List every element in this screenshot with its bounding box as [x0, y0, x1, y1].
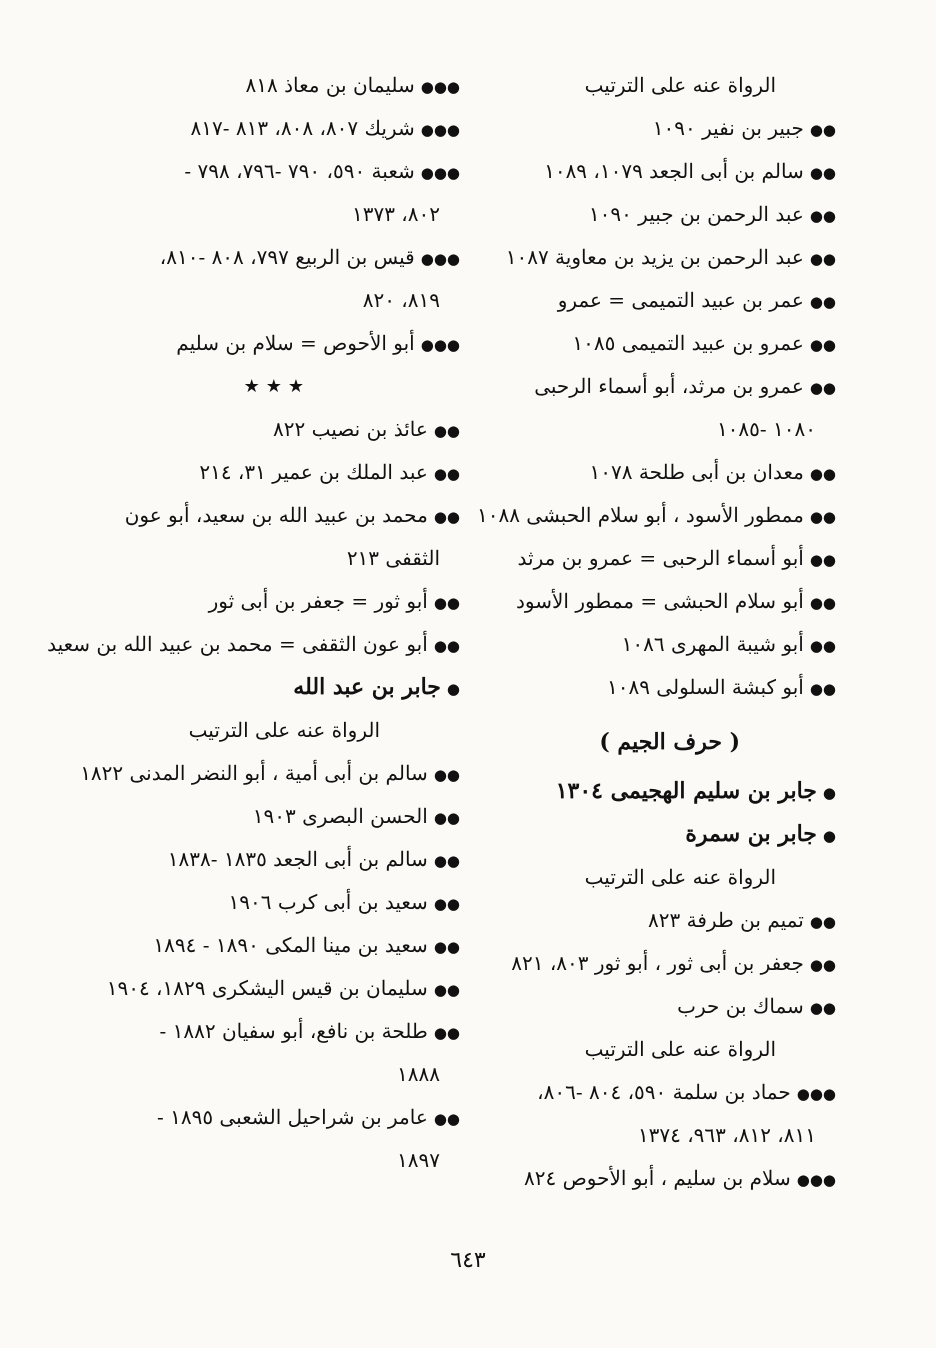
entry-text: سماك بن حرب	[677, 994, 804, 1018]
index-entry	[120, 365, 460, 408]
entry-text: حماد بن سلمة ٥٩٠، ٨٠٤ -٨٠٦،	[537, 1080, 791, 1104]
entry-text: ١٨٩٧	[397, 1148, 440, 1172]
entry-text: الرواة عنه على الترتيب	[584, 73, 776, 97]
index-entry	[120, 1010, 460, 1053]
bullet-marker: ●●	[433, 809, 460, 827]
bullet-marker: ●	[822, 827, 836, 845]
entry-text: جعفر بن أبى ثور ، أبو ثور ٨٠٣، ٨٢١	[511, 951, 804, 975]
page-number: ٦٤٣	[450, 1248, 486, 1273]
index-entry	[120, 322, 460, 365]
entry-text: جابر بن سمرة	[685, 821, 817, 847]
index-entry	[496, 985, 836, 1028]
bullet-marker: ●●●	[796, 1171, 836, 1189]
index-entry	[496, 623, 836, 666]
index-entry	[120, 1139, 460, 1182]
entry-text: عمرو بن مرثد، أبو أسماء الرحبى	[534, 374, 804, 398]
entry-text: الثقفى ٢١٣	[346, 546, 440, 570]
bullet-marker: ●●	[809, 250, 836, 268]
entry-text: الرواة عنه على الترتيب	[584, 865, 776, 889]
entry-text: ٨٠٢، ١٣٧٣	[351, 202, 440, 226]
index-entry	[496, 150, 836, 193]
bullet-marker: ●	[822, 784, 836, 802]
index-entry	[47, 623, 460, 666]
index-entry	[120, 838, 460, 881]
entry-text: ( حرف الجيم )	[599, 729, 740, 755]
left-column	[47, 64, 460, 1182]
entry-text: ★★★	[243, 376, 310, 397]
index-entry	[120, 709, 460, 752]
index-entry	[120, 924, 460, 967]
index-entry	[120, 107, 460, 150]
entry-text: ٨١٩، ٨٢٠	[362, 288, 440, 312]
entry-text: الرواة عنه على الترتيب	[188, 718, 380, 742]
entry-text: ١٨٨٨	[397, 1062, 440, 1086]
bullet-marker: ●●●	[420, 121, 460, 139]
bullet-marker: ●●	[433, 1024, 460, 1042]
entry-text: أبو سلام الحبشى = ممطور الأسود	[516, 589, 804, 613]
index-entry	[120, 451, 460, 494]
bullet-marker: ●●	[433, 895, 460, 913]
index-entry	[120, 666, 460, 709]
index-entry	[120, 1053, 460, 1096]
entry-text: سليمان بن قيس اليشكرى ١٨٢٩، ١٩٠٤	[106, 976, 428, 1000]
entry-text: أبو شيبة المهرى ١٠٨٦	[621, 632, 804, 656]
index-entry	[496, 322, 836, 365]
entry-text: تميم بن طرفة ٨٢٣	[648, 908, 804, 932]
bullet-marker: ●●●	[420, 164, 460, 182]
bullet-marker: ●●	[809, 207, 836, 225]
index-entry	[496, 64, 836, 107]
entry-text: قيس بن الربيع ٧٩٧، ٨٠٨ -٨١٠،	[159, 245, 415, 269]
bullet-marker: ●●	[809, 913, 836, 931]
index-entry	[496, 193, 836, 236]
index-entry	[496, 1071, 836, 1114]
entry-text: طلحة بن نافع، أبو سفيان ١٨٨٢ -	[159, 1019, 428, 1043]
right-column	[476, 64, 836, 1200]
entry-text: سالم بن أبى الجعد ١٨٣٥ -١٨٣٨	[167, 847, 428, 871]
bullet-marker: ●●	[809, 594, 836, 612]
index-entry	[120, 408, 460, 451]
index-entry	[496, 721, 836, 764]
bullet-marker: ●●	[809, 121, 836, 139]
index-entry	[120, 580, 460, 623]
bullet-marker: ●●	[809, 379, 836, 397]
bullet-marker: ●●	[433, 465, 460, 483]
entry-text: أبو أسماء الرحبى = عمرو بن مرثد	[517, 546, 804, 570]
entry-text: عبد الرحمن بن جبير ١٠٩٠	[588, 202, 804, 226]
index-entry	[120, 537, 460, 580]
entry-text: ٨١١، ٨١٢، ٩٦٣، ١٣٧٤	[637, 1123, 816, 1147]
bullet-marker: ●●	[809, 637, 836, 655]
bullet-marker: ●●	[809, 956, 836, 974]
index-entry	[496, 1028, 836, 1071]
entry-text: عمر بن عبيد التميمى = عمرو	[557, 288, 804, 312]
entry-text: شريك ٨٠٧، ٨٠٨، ٨١٣ -٨١٧	[190, 116, 415, 140]
index-entry	[120, 1096, 460, 1139]
index-entry	[496, 236, 836, 279]
index-entry	[496, 813, 836, 856]
entry-text: عبد الملك بن عمير ٣١، ٢١٤	[199, 460, 428, 484]
index-entry	[496, 365, 836, 408]
index-entry	[120, 193, 460, 236]
index-entry	[120, 494, 460, 537]
bullet-marker: ●●	[433, 766, 460, 784]
index-entry	[120, 881, 460, 924]
index-entry	[106, 967, 460, 1010]
bullet-marker: ●●	[433, 637, 460, 655]
index-entry	[120, 236, 460, 279]
index-entry	[496, 408, 836, 451]
index-entry	[496, 451, 836, 494]
bullet-marker: ●●	[809, 293, 836, 311]
bullet-marker: ●●●	[420, 250, 460, 268]
entry-text: الرواة عنه على الترتيب	[584, 1037, 776, 1061]
entry-text: أبو الأحوص = سلام بن سليم	[176, 331, 415, 355]
index-entry	[496, 770, 836, 813]
bullet-marker: ●●	[809, 999, 836, 1017]
entry-text: جابر بن عبد الله	[293, 674, 441, 700]
bullet-marker: ●●	[433, 508, 460, 526]
entry-text: أبو كبشة السلولى ١٠٨٩	[606, 675, 804, 699]
bullet-marker: ●●	[433, 852, 460, 870]
entry-text: عبد الرحمن بن يزيد بن معاوية ١٠٨٧	[505, 245, 804, 269]
bullet-marker: ●●	[433, 1110, 460, 1128]
bullet-marker: ●●	[809, 680, 836, 698]
entry-text: أبو عون الثقفى = محمد بن عبيد الله بن سعيد	[47, 632, 428, 656]
entry-text: عامر بن شراحيل الشعبى ١٨٩٥ -	[156, 1105, 428, 1129]
entry-text: سالم بن أبى أمية ، أبو النضر المدنى ١٨٢٢	[80, 761, 428, 785]
entry-text: سعيد بن مينا المكى ١٨٩٠ - ١٨٩٤	[153, 933, 428, 957]
index-entry	[80, 752, 460, 795]
entry-text: ١٠٨٠ -١٠٨٥	[716, 417, 816, 441]
index-entry	[496, 580, 836, 623]
index-entry	[496, 1157, 836, 1200]
index-entry	[120, 279, 460, 322]
entry-text: جبير بن نفير ١٠٩٠	[652, 116, 804, 140]
bullet-marker: ●●	[809, 508, 836, 526]
bullet-marker: ●●	[433, 938, 460, 956]
index-entry	[496, 107, 836, 150]
bullet-marker: ●●●	[420, 336, 460, 354]
index-entry	[120, 64, 460, 107]
entry-text: محمد بن عبيد الله بن سعيد، أبو عون	[124, 503, 428, 527]
bullet-marker: ●●	[433, 981, 460, 999]
index-entry	[496, 899, 836, 942]
entry-text: الحسن البصرى ١٩٠٣	[252, 804, 428, 828]
index-entry	[496, 279, 836, 322]
entry-text: معدان بن أبى طلحة ١٠٧٨	[589, 460, 804, 484]
index-entry	[496, 856, 836, 899]
entry-text: سليمان بن معاذ ٨١٨	[245, 73, 415, 97]
bullet-marker: ●●	[809, 551, 836, 569]
index-entry	[496, 537, 836, 580]
entry-text: عائذ بن نصيب ٨٢٢	[273, 417, 428, 441]
index-entry	[120, 150, 460, 193]
index-entry	[496, 1114, 836, 1157]
entry-text: جابر بن سليم الهجيمى ١٣٠٤	[555, 778, 817, 804]
entry-text: ممطور الأسود ، أبو سلام الحبشى ١٠٨٨	[476, 503, 804, 527]
entry-text: أبو ثور = جعفر بن أبى ثور	[208, 589, 428, 613]
entry-text: شعبة ٥٩٠، ٧٩٠ -٧٩٦، ٧٩٨ -	[184, 159, 415, 183]
bullet-marker: ●●	[433, 594, 460, 612]
bullet-marker: ●	[446, 680, 460, 698]
index-entry	[120, 795, 460, 838]
index-entry	[476, 494, 836, 537]
bullet-marker: ●●	[809, 465, 836, 483]
bullet-marker: ●●●	[796, 1085, 836, 1103]
entry-text: عمرو بن عبيد التميمى ١٠٨٥	[572, 331, 804, 355]
index-entry	[496, 666, 836, 709]
bullet-marker: ●●	[809, 164, 836, 182]
entry-text: سلام بن سليم ، أبو الأحوص ٨٢٤	[524, 1166, 791, 1190]
bullet-marker: ●●	[809, 336, 836, 354]
index-entry	[496, 942, 836, 985]
entry-text: سعيد بن أبى كرب ١٩٠٦	[228, 890, 428, 914]
bullet-marker: ●●	[433, 422, 460, 440]
entry-text: سالم بن أبى الجعد ١٠٧٩، ١٠٨٩	[544, 159, 804, 183]
bullet-marker: ●●●	[420, 78, 460, 96]
